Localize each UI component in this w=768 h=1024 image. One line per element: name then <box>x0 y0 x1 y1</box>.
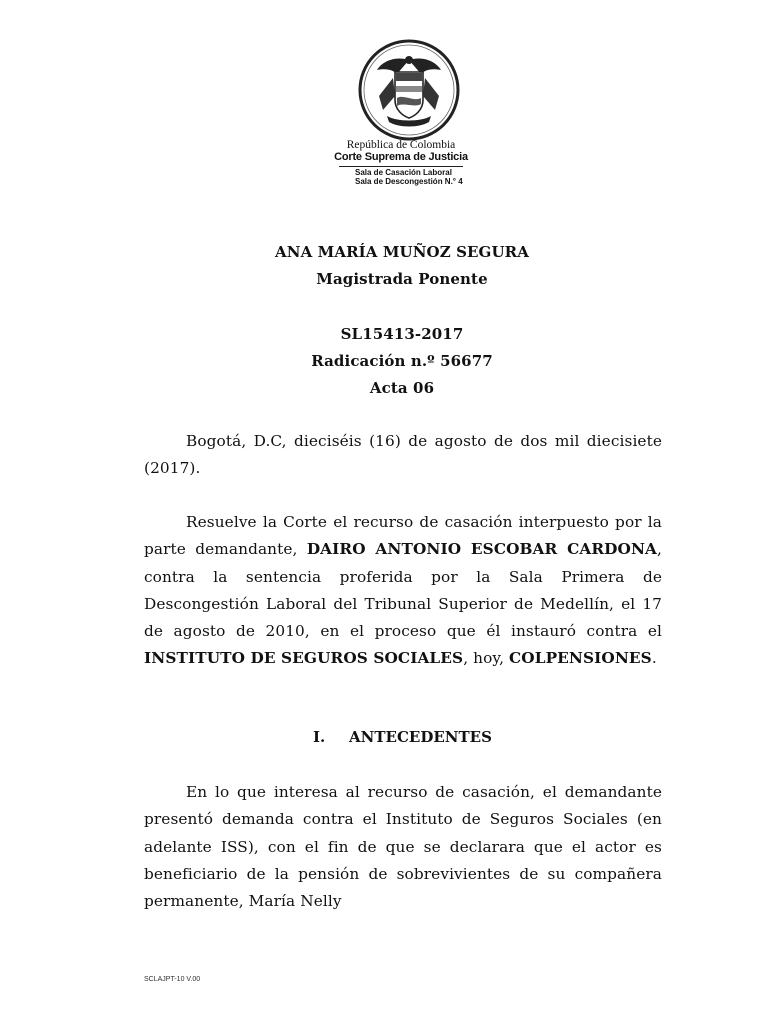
subchamber-name: Sala de Descongestión N.° 4 <box>355 177 463 186</box>
magistrate-name: ANA MARÍA MUÑOZ SEGURA <box>275 243 529 261</box>
court-name: Corte Suprema de Justicia <box>334 151 468 163</box>
chamber-name: Sala de Casación Laboral <box>355 168 452 177</box>
resolve-text-1: Resuelve la Corte el recurso de casación interpuesto por la parte demandante, <box>144 513 662 559</box>
resolve-text-2: , contra la sentencia proferida por la Sala Primera de Descongestión Laboral del Tribunal Superior de Medellín, el 17 de agosto de 2010, en el proceso que él instauró contra el <box>144 540 662 641</box>
court-header <box>300 139 502 186</box>
date-text: Bogotá, D.C, dieciséis (16) de agosto de dos mil diecisiete (2017). <box>144 432 662 478</box>
antecedentes-paragraph <box>144 779 662 915</box>
resolve-text-4: . <box>651 649 657 668</box>
section-heading <box>313 728 492 746</box>
case-code: SL15413-2017 <box>340 325 464 343</box>
magistrate-role: Magistrada Ponente <box>316 270 488 288</box>
form-code-footer: SCLAJPT-10 V.00 <box>144 976 201 983</box>
plaintiff-name: DAIRO ANTONIO ESCOBAR CARDONA <box>306 540 658 559</box>
successor-name: COLPENSIONES <box>509 649 652 668</box>
antecedentes-text: En lo que interesa al recurso de casación, el demandante presentó demanda contra el Instituto de Seguros Sociales (en adelante ISS), con el fin de que se declarara que el actor es beneficiario de la pensión de sobrevivientes de su compañera permanente, María Nelly <box>144 783 662 911</box>
section-title: ANTECEDENTES <box>349 728 492 746</box>
resolve-text-3: , hoy, <box>463 649 510 668</box>
section-number: I. <box>313 728 326 746</box>
case-radicacion: Radicación n.º 56677 <box>311 352 493 370</box>
case-acta: Acta 06 <box>369 379 435 397</box>
date-paragraph <box>144 428 662 483</box>
resolve-paragraph <box>144 509 662 673</box>
republic-label: República de Colombia <box>346 139 456 151</box>
defendant-name: INSTITUTO DE SEGUROS SOCIALES <box>144 649 464 668</box>
coat-of-arms-seal <box>357 38 461 142</box>
header-divider <box>339 166 463 167</box>
